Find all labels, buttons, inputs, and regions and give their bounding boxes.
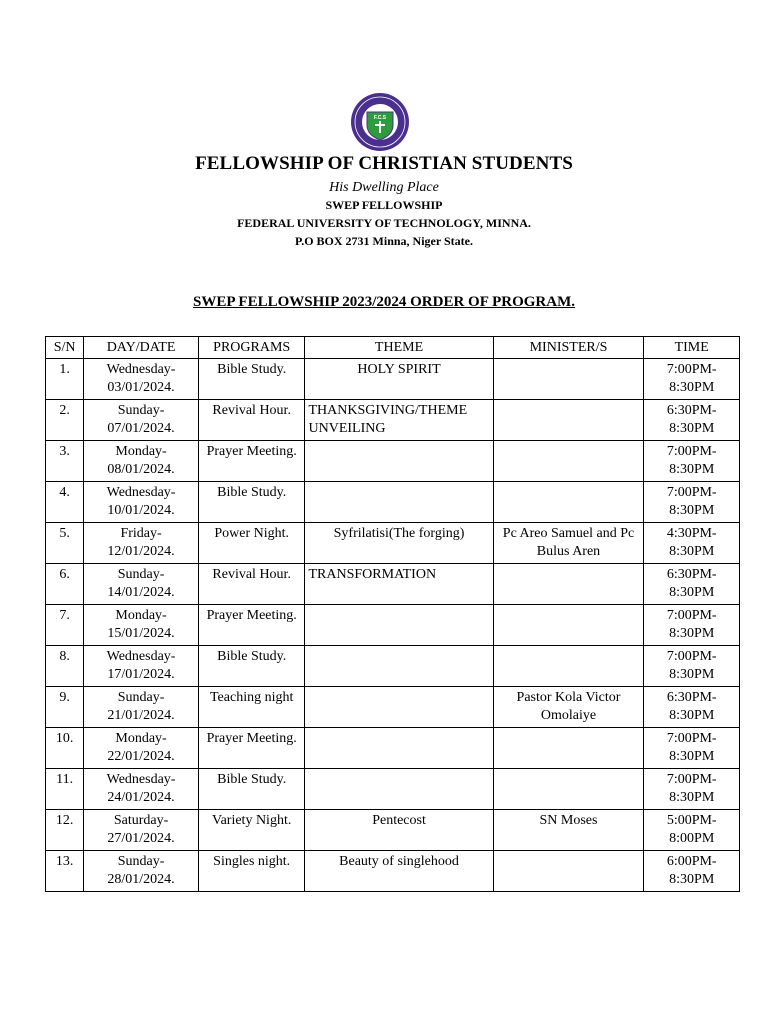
cell-minister bbox=[493, 441, 644, 482]
cell-time-time-start: 7:00PM- bbox=[666, 485, 717, 500]
cell-theme bbox=[305, 851, 493, 892]
cell-time bbox=[644, 769, 740, 810]
cell-sn-sn: 12. bbox=[55, 813, 74, 828]
cell-sn bbox=[46, 482, 84, 523]
cell-theme bbox=[305, 605, 493, 646]
table-row bbox=[46, 769, 740, 810]
cell-theme-theme: Pentecost bbox=[372, 813, 426, 828]
cell-time bbox=[644, 646, 740, 687]
cell-minister bbox=[493, 564, 644, 605]
cell-day-date bbox=[84, 441, 199, 482]
cell-day-date bbox=[84, 728, 199, 769]
cell-sn bbox=[46, 564, 84, 605]
cell-day-date-day: Monday- bbox=[115, 444, 167, 459]
cell-minister-minister: Pastor Kola Victor Omolaiye bbox=[516, 690, 621, 723]
cell-day-date bbox=[84, 687, 199, 728]
cell-theme-theme: Syfrilatisi(The forging) bbox=[333, 526, 465, 541]
cell-day-date-date: 21/01/2024. bbox=[107, 708, 175, 723]
cell-day-date-date: 28/01/2024. bbox=[107, 872, 175, 887]
cell-day-date-day: Wednesday- bbox=[106, 485, 176, 500]
header-day-date: DAY/DATE bbox=[84, 337, 199, 359]
cell-time bbox=[644, 359, 740, 400]
cell-day-date-date: 27/01/2024. bbox=[107, 831, 175, 846]
cell-theme bbox=[305, 769, 493, 810]
motto: His Dwelling Place bbox=[329, 180, 439, 195]
cell-minister bbox=[493, 400, 644, 441]
cell-day-date bbox=[84, 482, 199, 523]
cell-theme bbox=[305, 523, 493, 564]
cell-day-date-day: Wednesday- bbox=[106, 649, 176, 664]
org-title: FELLOWSHIP OF CHRISTIAN STUDENTS bbox=[195, 153, 573, 174]
cell-program bbox=[198, 810, 305, 851]
cell-day-date-day: Friday- bbox=[120, 526, 162, 541]
cell-day-date bbox=[84, 769, 199, 810]
cell-time-time-end: 8:30PM bbox=[669, 872, 715, 887]
cell-minister bbox=[493, 482, 644, 523]
cell-sn bbox=[46, 400, 84, 441]
schedule-table bbox=[45, 336, 740, 892]
cell-time-time-end: 8:00PM bbox=[669, 831, 715, 846]
cell-time-time-end: 8:30PM bbox=[669, 421, 715, 436]
cell-theme-theme: THANKSGIVING/THEME UNVEILING bbox=[308, 403, 468, 436]
cell-time-time-end: 8:30PM bbox=[669, 380, 715, 395]
cell-program bbox=[198, 482, 305, 523]
cell-day-date bbox=[84, 564, 199, 605]
cell-program-program: Bible Study. bbox=[217, 362, 287, 377]
cell-program-program: Variety Night. bbox=[212, 813, 292, 828]
cell-sn-sn: 3. bbox=[59, 444, 70, 459]
table-row bbox=[46, 441, 740, 482]
cell-program bbox=[198, 400, 305, 441]
cell-day-date bbox=[84, 851, 199, 892]
cell-day-date-date: 22/01/2024. bbox=[107, 749, 175, 764]
cell-theme-theme: HOLY SPIRIT bbox=[357, 362, 441, 377]
cell-sn-sn: 9. bbox=[59, 690, 70, 705]
program-title: SWEP FELLOWSHIP 2023/2024 ORDER OF PROGRAM. bbox=[193, 294, 575, 310]
cell-day-date bbox=[84, 523, 199, 564]
cell-theme bbox=[305, 400, 493, 441]
cell-day-date-day: Sunday- bbox=[117, 567, 165, 582]
header-ministers: MINISTER/S bbox=[493, 337, 644, 359]
cell-day-date-day: Monday- bbox=[115, 731, 167, 746]
cell-program bbox=[198, 564, 305, 605]
cell-time-time-start: 7:00PM- bbox=[666, 608, 717, 623]
cell-day-date-day: Sunday- bbox=[117, 403, 165, 418]
cell-time bbox=[644, 564, 740, 605]
cell-program bbox=[198, 605, 305, 646]
fellowship-name: SWEP FELLOWSHIP bbox=[325, 198, 443, 212]
header-programs: PROGRAMS bbox=[198, 337, 305, 359]
cell-day-date-day: Wednesday- bbox=[106, 772, 176, 787]
cell-sn-sn: 5. bbox=[59, 526, 70, 541]
cell-sn-sn: 4. bbox=[59, 485, 70, 500]
cell-day-date bbox=[84, 810, 199, 851]
table-row bbox=[46, 728, 740, 769]
cell-day-date bbox=[84, 605, 199, 646]
cell-time bbox=[644, 482, 740, 523]
table-row bbox=[46, 605, 740, 646]
cell-program bbox=[198, 769, 305, 810]
cell-minister bbox=[493, 728, 644, 769]
cell-time-time-end: 8:30PM bbox=[669, 503, 715, 518]
header-sn: S/N bbox=[46, 337, 84, 359]
header-theme: THEME bbox=[305, 337, 493, 359]
cell-program bbox=[198, 359, 305, 400]
cell-day-date bbox=[84, 359, 199, 400]
cell-program-program: Prayer Meeting. bbox=[206, 731, 297, 746]
cell-program-program: Prayer Meeting. bbox=[206, 444, 297, 459]
table-row bbox=[46, 400, 740, 441]
cell-theme-theme: TRANSFORMATION bbox=[308, 567, 437, 582]
cell-time-time-start: 6:00PM- bbox=[666, 854, 717, 869]
cell-program bbox=[198, 687, 305, 728]
cell-sn bbox=[46, 605, 84, 646]
cell-day-date-day: Monday- bbox=[115, 608, 167, 623]
cell-program-program: Revival Hour. bbox=[212, 403, 291, 418]
cell-time-time-start: 6:30PM- bbox=[666, 403, 717, 418]
cell-sn bbox=[46, 687, 84, 728]
cell-day-date-day: Saturday- bbox=[113, 813, 169, 828]
cell-sn bbox=[46, 769, 84, 810]
cell-sn bbox=[46, 523, 84, 564]
table-row bbox=[46, 523, 740, 564]
table-row bbox=[46, 851, 740, 892]
cell-time-time-end: 8:30PM bbox=[669, 790, 715, 805]
cell-day-date bbox=[84, 646, 199, 687]
cell-day-date-date: 14/01/2024. bbox=[107, 585, 175, 600]
cell-day-date-date: 07/01/2024. bbox=[107, 421, 175, 436]
cell-time-time-start: 7:00PM- bbox=[666, 444, 717, 459]
cell-sn bbox=[46, 646, 84, 687]
cell-day-date-date: 15/01/2024. bbox=[107, 626, 175, 641]
cell-sn-sn: 11. bbox=[56, 772, 74, 787]
cell-sn bbox=[46, 728, 84, 769]
cell-program-program: Power Night. bbox=[214, 526, 290, 541]
cell-day-date bbox=[84, 400, 199, 441]
fcs-logo bbox=[350, 92, 410, 152]
cell-program-program: Revival Hour. bbox=[212, 567, 291, 582]
cell-minister bbox=[493, 359, 644, 400]
cell-time bbox=[644, 687, 740, 728]
cell-time-time-start: 7:00PM- bbox=[666, 362, 717, 377]
cell-minister bbox=[493, 523, 644, 564]
cell-minister bbox=[493, 687, 644, 728]
cell-day-date-day: Wednesday- bbox=[106, 362, 176, 377]
cell-theme-theme: Beauty of singlehood bbox=[339, 854, 459, 869]
cell-day-date-date: 10/01/2024. bbox=[107, 503, 175, 518]
table-row bbox=[46, 646, 740, 687]
cell-minister bbox=[493, 769, 644, 810]
table-row bbox=[46, 564, 740, 605]
cell-program-program: Bible Study. bbox=[217, 649, 287, 664]
cell-sn-sn: 13. bbox=[55, 854, 74, 869]
cell-program bbox=[198, 441, 305, 482]
cell-time bbox=[644, 523, 740, 564]
cell-theme bbox=[305, 564, 493, 605]
cell-time-time-end: 8:30PM bbox=[669, 544, 715, 559]
cell-sn bbox=[46, 810, 84, 851]
cell-sn-sn: 2. bbox=[59, 403, 70, 418]
table-row bbox=[46, 810, 740, 851]
cell-program-program: Prayer Meeting. bbox=[206, 608, 297, 623]
cell-time bbox=[644, 605, 740, 646]
address: P.O BOX 2731 Minna, Niger State. bbox=[294, 234, 473, 248]
cell-time bbox=[644, 728, 740, 769]
cell-time-time-end: 8:30PM bbox=[669, 626, 715, 641]
cell-minister-minister: SN Moses bbox=[539, 813, 598, 828]
cell-theme bbox=[305, 810, 493, 851]
cell-theme bbox=[305, 441, 493, 482]
cell-time-time-end: 8:30PM bbox=[669, 462, 715, 477]
cell-sn-sn: 1. bbox=[59, 362, 70, 377]
cell-sn bbox=[46, 359, 84, 400]
cell-day-date-day: Sunday- bbox=[117, 690, 165, 705]
cell-day-date-date: 03/01/2024. bbox=[107, 380, 175, 395]
cell-time-time-end: 8:30PM bbox=[669, 749, 715, 764]
cell-time bbox=[644, 441, 740, 482]
cell-sn-sn: 7. bbox=[59, 608, 70, 623]
cell-time-time-start: 5:00PM- bbox=[666, 813, 717, 828]
cell-time-time-start: 7:00PM- bbox=[666, 649, 717, 664]
cell-minister-minister: Pc Areo Samuel and Pc Bulus Aren bbox=[502, 526, 635, 559]
cell-time-time-start: 7:00PM- bbox=[666, 731, 717, 746]
cell-program bbox=[198, 728, 305, 769]
cell-sn-sn: 8. bbox=[59, 649, 70, 664]
cell-day-date-day: Sunday- bbox=[117, 854, 165, 869]
svg-text:F.C.S: F.C.S bbox=[373, 115, 387, 121]
cell-program bbox=[198, 523, 305, 564]
table-header-row bbox=[46, 337, 740, 359]
cell-program-program: Teaching night bbox=[209, 690, 294, 705]
cell-program-program: Bible Study. bbox=[217, 772, 287, 787]
cell-time bbox=[644, 400, 740, 441]
institution-name: FEDERAL UNIVERSITY OF TECHNOLOGY, MINNA. bbox=[237, 216, 531, 230]
cell-sn-sn: 6. bbox=[59, 567, 70, 582]
cell-day-date-date: 24/01/2024. bbox=[107, 790, 175, 805]
cell-time-time-start: 6:30PM- bbox=[666, 567, 717, 582]
cell-time-time-end: 8:30PM bbox=[669, 708, 715, 723]
table-row bbox=[46, 687, 740, 728]
cell-time-time-start: 6:30PM- bbox=[666, 690, 717, 705]
cell-sn bbox=[46, 441, 84, 482]
table-row bbox=[46, 359, 740, 400]
cell-time bbox=[644, 851, 740, 892]
cell-time-time-end: 8:30PM bbox=[669, 585, 715, 600]
cell-program-program: Singles night. bbox=[213, 854, 291, 869]
table-row bbox=[46, 482, 740, 523]
cell-theme bbox=[305, 646, 493, 687]
cell-day-date-date: 08/01/2024. bbox=[107, 462, 175, 477]
cell-minister bbox=[493, 810, 644, 851]
cell-theme bbox=[305, 728, 493, 769]
cell-day-date-date: 12/01/2024. bbox=[107, 544, 175, 559]
cell-theme bbox=[305, 482, 493, 523]
cell-time bbox=[644, 810, 740, 851]
cell-theme bbox=[305, 359, 493, 400]
cell-time-time-start: 7:00PM- bbox=[666, 772, 717, 787]
cell-sn-sn: 10. bbox=[55, 731, 74, 746]
cell-program bbox=[198, 851, 305, 892]
cell-theme bbox=[305, 687, 493, 728]
cell-minister bbox=[493, 851, 644, 892]
cell-program-program: Bible Study. bbox=[217, 485, 287, 500]
header-time: TIME bbox=[644, 337, 740, 359]
cell-minister bbox=[493, 646, 644, 687]
cell-program bbox=[198, 646, 305, 687]
cell-day-date-date: 17/01/2024. bbox=[107, 667, 175, 682]
cell-time-time-end: 8:30PM bbox=[669, 667, 715, 682]
cell-sn bbox=[46, 851, 84, 892]
cell-time-time-start: 4:30PM- bbox=[666, 526, 717, 541]
cell-minister bbox=[493, 605, 644, 646]
